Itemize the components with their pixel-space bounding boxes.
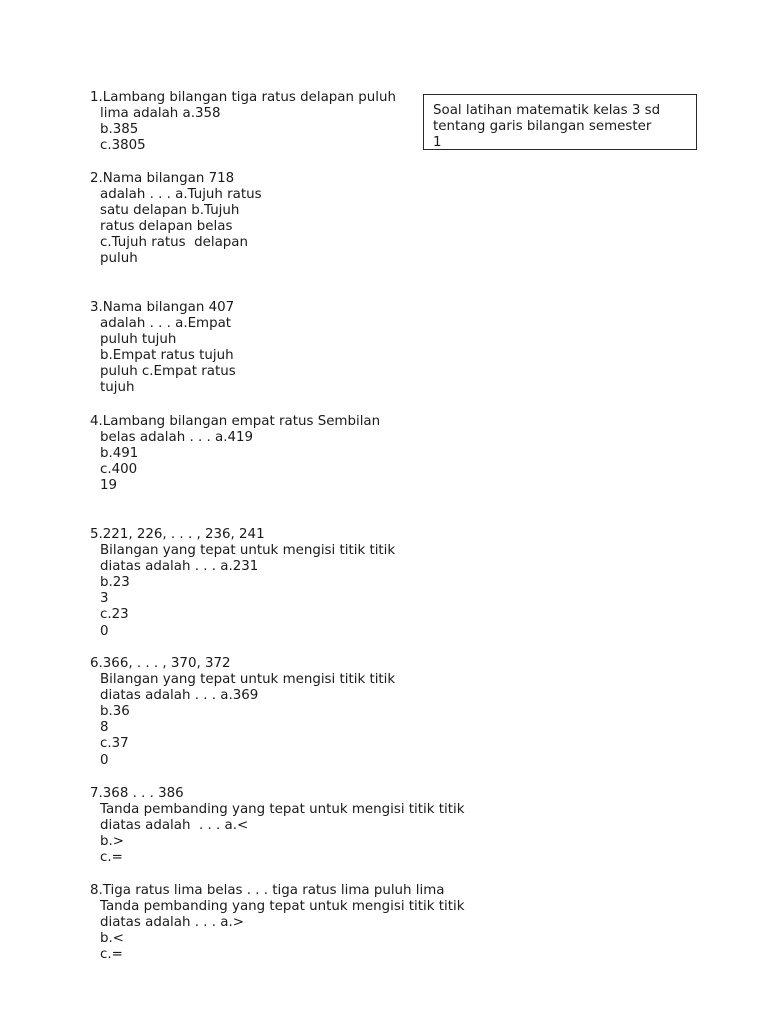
option-line: ratus delapan belas [100, 219, 233, 235]
option-line: c.23 [100, 607, 129, 623]
question-line: Tanda pembanding yang tepat untuk mengisi titik titik [100, 899, 465, 915]
question-line: diatas adalah . . . a.< [100, 818, 249, 834]
question-line: 1.Lambang bilangan tiga ratus delapan puluh [90, 90, 396, 105]
question-line: Bilangan yang tepat untuk mengisi titik titik [100, 543, 396, 559]
question-line: 3.Nama bilangan 407 [90, 300, 235, 315]
option-line: 3 [100, 591, 109, 607]
option-line: c.Tujuh ratus delapan [100, 235, 248, 251]
question-line: diatas adalah . . . a.369 [100, 688, 259, 704]
question-line: 2.Nama bilangan 718 [90, 171, 235, 186]
title-box [423, 94, 697, 150]
title-line: 1 [433, 135, 442, 150]
question-line: lima adalah a.358 [100, 106, 221, 122]
option-line: 19 [100, 478, 118, 494]
option-line: puluh [100, 251, 138, 267]
option-line: b.< [100, 931, 124, 947]
option-line: c.3805 [100, 138, 146, 154]
question-line: adalah . . . a.Tujuh ratus [100, 187, 262, 203]
question-6 [90, 656, 395, 769]
option-line: c.400 [100, 462, 138, 478]
option-line: satu delapan b.Tujuh [100, 203, 240, 219]
option-line: b.23 [100, 575, 130, 591]
option-line: 0 [100, 752, 109, 768]
question-line: adalah . . . a.Empat [100, 316, 232, 332]
option-line: puluh c.Empat ratus [100, 364, 236, 380]
question-4 [90, 414, 380, 494]
option-line: 0 [100, 623, 109, 639]
question-line: 7.368 . . . 386 [90, 786, 184, 801]
question-line: 4.Lambang bilangan empat ratus Sembilan [90, 414, 381, 429]
option-line: b.491 [100, 446, 139, 462]
question-line: belas adalah . . . a.419 [100, 430, 254, 446]
question-line: diatas adalah . . . a.> [100, 915, 244, 931]
title-line: tentang garis bilangan semester [433, 119, 652, 135]
option-line: puluh tujuh [100, 332, 177, 348]
question-3 [90, 300, 236, 397]
question-line: Bilangan yang tepat untuk mengisi titik titik [100, 672, 396, 688]
question-line: 5.221, 226, . . . , 236, 241 [90, 527, 265, 542]
title-line: Soal latihan matematik kelas 3 sd [433, 103, 661, 118]
question-7 [90, 786, 464, 866]
option-line: b.> [100, 834, 124, 850]
question-line: 6.366, . . . , 370, 372 [90, 656, 231, 671]
option-line: b.36 [100, 704, 130, 720]
option-line: tujuh [100, 380, 135, 396]
question-5 [90, 527, 395, 640]
option-line: c.= [100, 947, 123, 963]
option-line: b.Empat ratus tujuh [100, 348, 234, 364]
option-line: b.385 [100, 122, 139, 138]
question-1 [90, 90, 396, 154]
question-line: diatas adalah . . . a.231 [100, 559, 259, 575]
option-line: 8 [100, 720, 109, 736]
question-line: 8.Tiga ratus lima belas . . . tiga ratus lima puluh lima [90, 883, 445, 898]
option-line: c.37 [100, 736, 129, 752]
question-2 [90, 171, 262, 268]
question-8 [90, 883, 464, 963]
option-line: c.= [100, 850, 123, 866]
question-line: Tanda pembanding yang tepat untuk mengisi titik titik [100, 802, 465, 818]
